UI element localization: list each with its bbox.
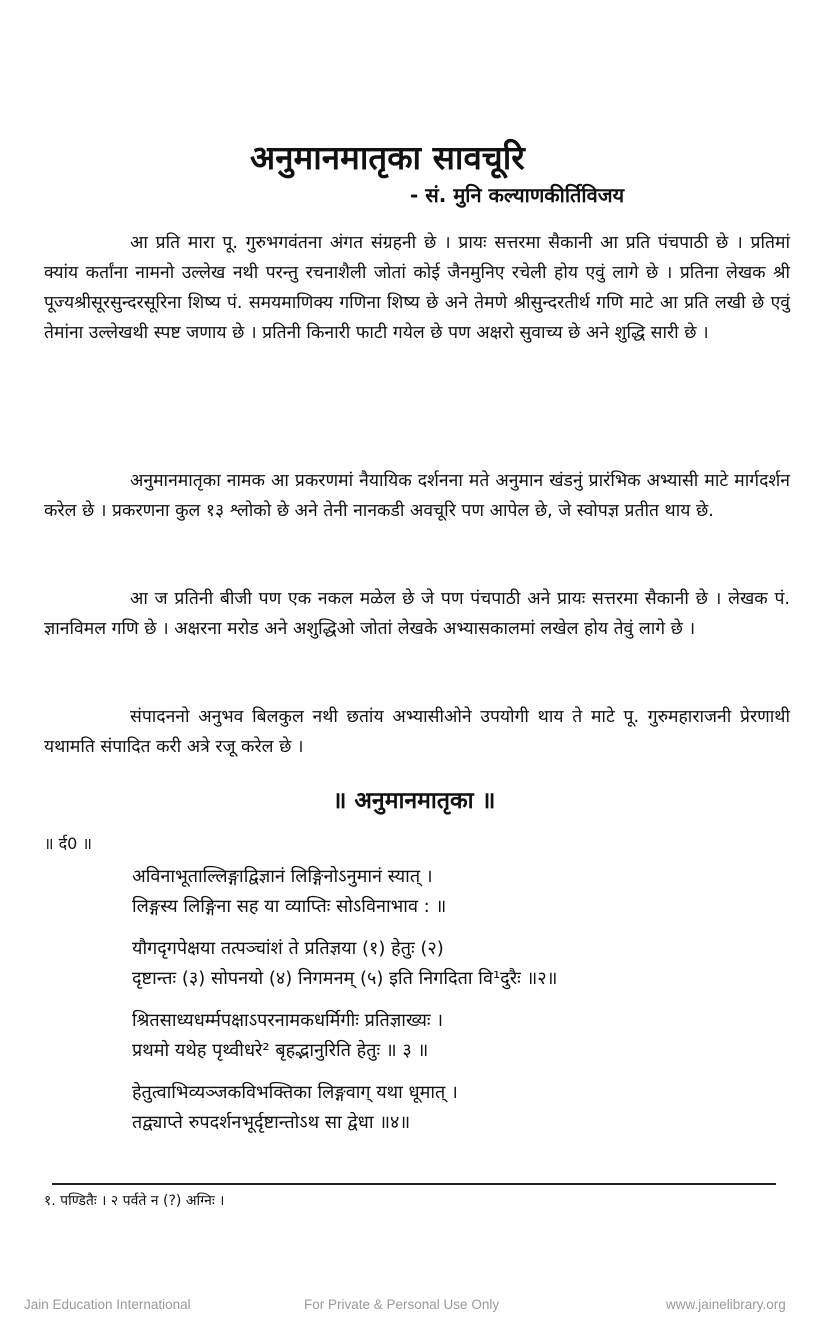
verse-line: प्रथमो यथेह पृथ्वीधरे² बृहद्भानुरिति हेतुः ॥ ३ ॥	[132, 1040, 429, 1061]
editor-byline: - सं. मुनि कल्याणकीर्तिविजय	[410, 183, 625, 207]
paragraph-text: संपादननो अनुभव बिलकुल नथी छतांय अभ्यासीओने उपयोगी थाय ते माटे पू. गुरुमहाराजनी प्रेरणाथी यथामति संपादित करी अत्रे रजू करेल छे ।	[44, 707, 790, 757]
paragraph-text: अनुमानमातृका नामक आ प्रकरणमां नैयायिक दर्शनना मते अनुमान खंडनुं प्रारंभिक अभ्यासी माटे मार्गदर्शन करेल छे । प्रकरणना कुल १३ श्लोको छे अने तेनी नानकडी अवचूरि पण आपेल छे, जे स्वोपज्ञ प्रतीत थाय छे.	[44, 471, 790, 521]
verse-line: लिङ्गस्य लिङ्गिना सह या व्याप्तिः सोऽविनाभाव : ॥	[132, 896, 447, 917]
verse-4	[132, 1078, 792, 1138]
introduction-paragraph-3	[44, 584, 790, 644]
verse-list	[132, 862, 792, 1150]
footer-usage-notice: For Private & Personal Use Only	[304, 1297, 500, 1312]
verse-line: यौगदृगपेक्षया तत्पञ्चांशं ते प्रतिज्ञया (१) हेतुः (२)	[132, 938, 444, 959]
footnote-divider	[52, 1183, 776, 1185]
verse-line: हेतुत्वाभिव्यञ्जकविभक्तिका लिङ्गवाग् यथा धूमात् ।	[132, 1082, 458, 1103]
document-title: अनुमानमातृका सावचूरि	[250, 138, 525, 177]
verse-line: अविनाभूताल्लिङ्गाद्विज्ञानं लिङ्गिनोऽनुमानं स्यात् ।	[132, 866, 433, 887]
section-title: ॥ अनुमानमातृका ॥	[332, 788, 496, 814]
invocation-marker: ॥ र्द0 ॥	[44, 834, 93, 853]
paragraph-text: आ प्रति मारा पू. गुरुभगवंतना अंगत संग्रहनी छे । प्रायः सत्तरमा सैकानी आ प्रति पंचपाठी छे । प्रतिमां क्यांय कर्तांना नामनो उल्लेख नथी परन्तु रचनाशैली जोतां कोई जैनमुनिए रचेली होय एवुं लागे छे । प्रतिना लेखक श्री पूज्यश्रीसूरसुन्दरसूरिना शिष्य पं. समयमाणिक्य गणिना शिष्य छे अने तेमणे श्रीसुन्दरतीर्थ गणि माटे आ प्रति लखी छे एवुं तेमांना उल्लेखथी स्पष्ट जणाय छे । प्रतिनी किनारी फाटी गयेल छे पण अक्षरो सुवाच्य छे अने शुद्धि सारी छे ।	[44, 233, 790, 343]
introduction-paragraph-4	[44, 702, 790, 762]
verse-2	[132, 934, 792, 994]
verse-line: श्रितसाध्यधर्म्मपक्षाऽपरनामकधर्मिगीः प्रतिज्ञाख्यः ।	[132, 1010, 444, 1031]
paragraph-text: आ ज प्रतिनी बीजी पण एक नकल मळेल छे जे पण पंचपाठी अने प्रायः सत्तरमा सैकानी छे । लेखक पं. ज्ञानविमल गणि छे । अक्षरना मरोड अने अशुद्धिओ जोतां लेखके अभ्यासकालमां लखेल होय तेवुं लागे छे ।	[44, 589, 790, 639]
introduction-paragraph-2	[44, 466, 790, 526]
verse-line: दृष्टान्तः (३) सोपनयो (४) निगमनम् (५) इति निगदिता वि¹दुरैः ॥२॥	[132, 968, 558, 989]
footer-publisher: Jain Education International	[24, 1297, 191, 1312]
verse-1	[132, 862, 792, 922]
verse-line: तद्व्याप्ते रुपदर्शनभूर्दृष्टान्तोऽथ सा द्वेधा ॥४॥	[132, 1112, 411, 1133]
verse-3	[132, 1006, 792, 1066]
footer-website-link[interactable]: www.jainelibrary.org	[666, 1297, 786, 1312]
footnotes: १. पण्डितैः । २ पर्वते न (?) अग्निः ।	[44, 1193, 225, 1209]
introduction-paragraph-1	[44, 228, 790, 348]
